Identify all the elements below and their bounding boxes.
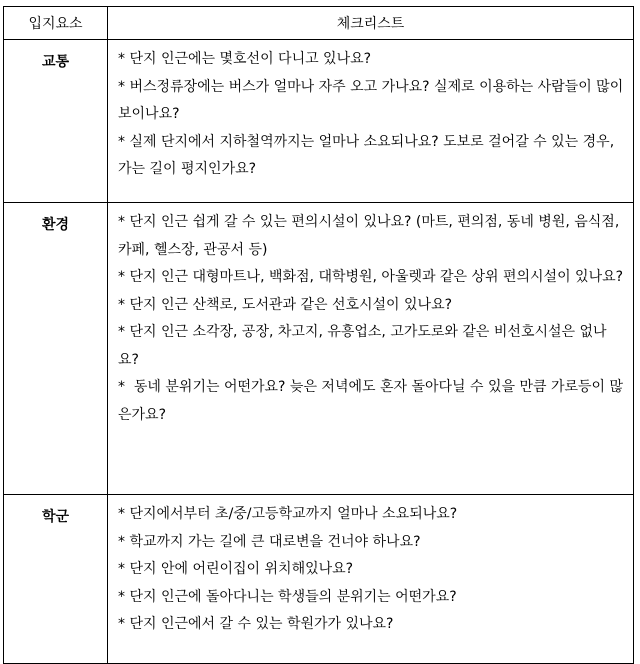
table-row-environment xyxy=(4,203,634,495)
checklist-item: * 단지 인근 대형마트나, 백화점, 대학병원, 아울렛과 같은 상위 편의시설이 있나요? xyxy=(118,269,624,285)
category-cell: 환경 xyxy=(4,203,108,495)
checklist-item: * 학교까지 가는 길에 큰 대로변을 건너야 하나요? xyxy=(118,533,421,550)
category-cell: 교통 xyxy=(4,40,108,203)
checklist-item: * 단지 인근 산책로, 도서관과 같은 선호시설이 있나요? xyxy=(118,296,453,313)
checklist-item: * 동네 분위기는 어떤가요? 늦은 저녁에도 혼자 돌아다닐 수 있을 만큼 가로등이 많은가요? xyxy=(118,379,624,423)
checklist-cell xyxy=(108,495,634,664)
header-row xyxy=(4,7,634,40)
checklist-item: * 단지 인근에는 몇호선이 다니고 있나요? xyxy=(118,51,372,67)
checklist-cell xyxy=(108,40,634,203)
checklist-table xyxy=(3,6,634,664)
header-checklist: 체크리스트 xyxy=(108,7,634,40)
table-row-transport xyxy=(4,40,634,203)
checklist-item: * 버스정류장에는 버스가 얼마나 자주 오고 가나요? 실제로 이용하는 사람들이 많이 보이나요? xyxy=(118,78,628,122)
header-category: 입지요소 xyxy=(4,7,108,40)
checklist-item: * 단지 인근에서 갈 수 있는 학원가가 있나요? xyxy=(118,616,394,632)
category-cell: 학군 xyxy=(4,495,108,664)
checklist-item: * 단지 인근에 돌아다니는 학생들의 분위기는 어떤가요? xyxy=(118,588,457,605)
checklist-item: * 단지 안에 어린이집이 위치해있나요? xyxy=(118,561,354,577)
table-row-school xyxy=(4,495,634,664)
checklist-item: * 실제 단지에서 지하철역까지는 얼마나 소요되나요? 도보로 걸어갈 수 있는 경우, 가는 길이 평지인가요? xyxy=(118,133,619,177)
checklist-item: * 단지 인근 쉽게 갈 수 있는 편의시설이 있나요? (마트, 편의점, 동네 병원, 음식점, 카페, 헬스장, 관공서 등) xyxy=(118,214,624,258)
checklist-cell xyxy=(108,203,634,495)
checklist-item: * 단지 인근 소각장, 공장, 차고지, 유흥업소, 고가도로와 같은 비선호시설은 없나요? xyxy=(118,324,607,368)
checklist-item: * 단지에서부터 초/중/고등학교까지 얼마나 소요되나요? xyxy=(118,506,458,522)
